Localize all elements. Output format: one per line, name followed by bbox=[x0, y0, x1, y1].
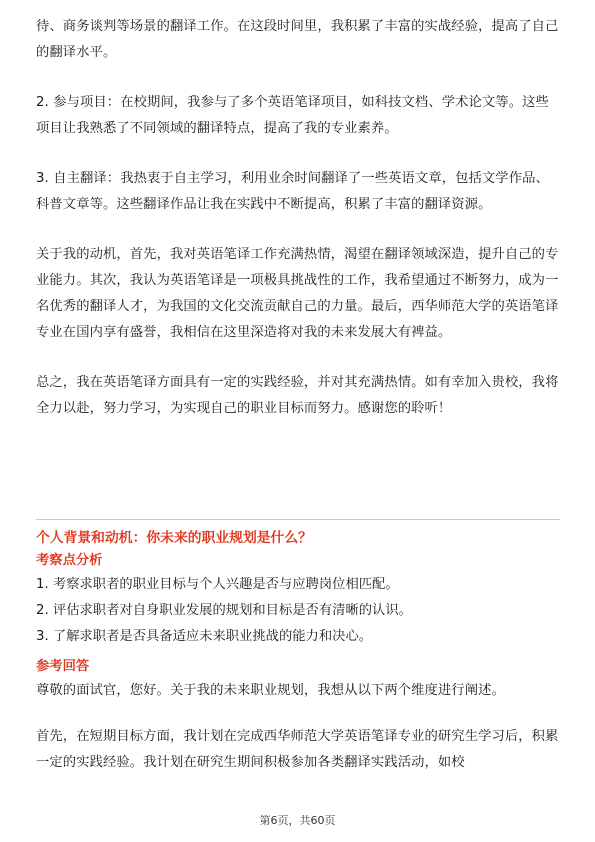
paragraph-motivation: 关于我的动机，首先，我对英语笔译工作充满热情，渴望在翻译领域深造，提升自己的专业能力。其次，我认为英语笔译是一项极具挑战性的工作，我希望通过不断努力，成为一名优秀的翻译人才，为我国的文化交流贡献自己的力量。最后，西华师范大学的英语笔译专业在国内享有盛誉，我相信在这里深造将对我的未来发展大有裨益。 bbox=[36, 247, 559, 340]
paragraph-conclusion: 总之，我在英语笔译方面具有一定的实践经验，并对其充满热情。如有幸加入贵校，我将全力以赴，努力学习，为实现自己的职业目标而努力。感谢您的聆听！ bbox=[36, 375, 559, 416]
page-number: 第6页，共60页 bbox=[259, 814, 336, 827]
section-divider bbox=[36, 519, 560, 520]
analysis-item: 1. 考察求职者的职业目标与个人兴趣是否与应聘岗位相匹配。 bbox=[36, 577, 399, 592]
paragraph-experience-cont: 待、商务谈判等场景的翻译工作。在这段时间里，我积累了丰富的实战经验，提高了自己的翻译水平。 bbox=[36, 19, 559, 60]
analysis-item: 2. 评估求职者对自身职业发展的规划和目标是否有清晰的认识。 bbox=[36, 603, 412, 618]
answer-heading: 参考回答 bbox=[36, 659, 90, 674]
answer-paragraph: 首先，在短期目标方面，我计划在完成西华师范大学英语笔译专业的研究生学习后，积累一定的实践经验。我计划在研究生期间积极参加各类翻译实践活动，如校 bbox=[36, 729, 559, 770]
question-title: 个人背景和动机：你未来的职业规划是什么？ bbox=[36, 530, 312, 546]
analysis-heading: 考察点分析 bbox=[36, 553, 103, 568]
analysis-item: 3. 了解求职者是否具备适应未来职业挑战的能力和决心。 bbox=[36, 629, 373, 644]
paragraph-self-translation: 3. 自主翻译：我热衷于自主学习，利用业余时间翻译了一些英语文章，包括文学作品、科普文章等。这些翻译作品让我在实践中不断提高，积累了丰富的翻译资源。 bbox=[36, 171, 549, 212]
answer-paragraph: 尊敬的面试官，您好。关于我的未来职业规划，我想从以下两个维度进行阐述。 bbox=[36, 683, 505, 698]
paragraph-projects: 2. 参与项目：在校期间，我参与了多个英语笔译项目，如科技文档、学术论文等。这些项目让我熟悉了不同领域的翻译特点，提高了我的专业素养。 bbox=[36, 95, 549, 136]
body-text-top bbox=[36, 14, 560, 422]
question-section bbox=[36, 526, 560, 776]
